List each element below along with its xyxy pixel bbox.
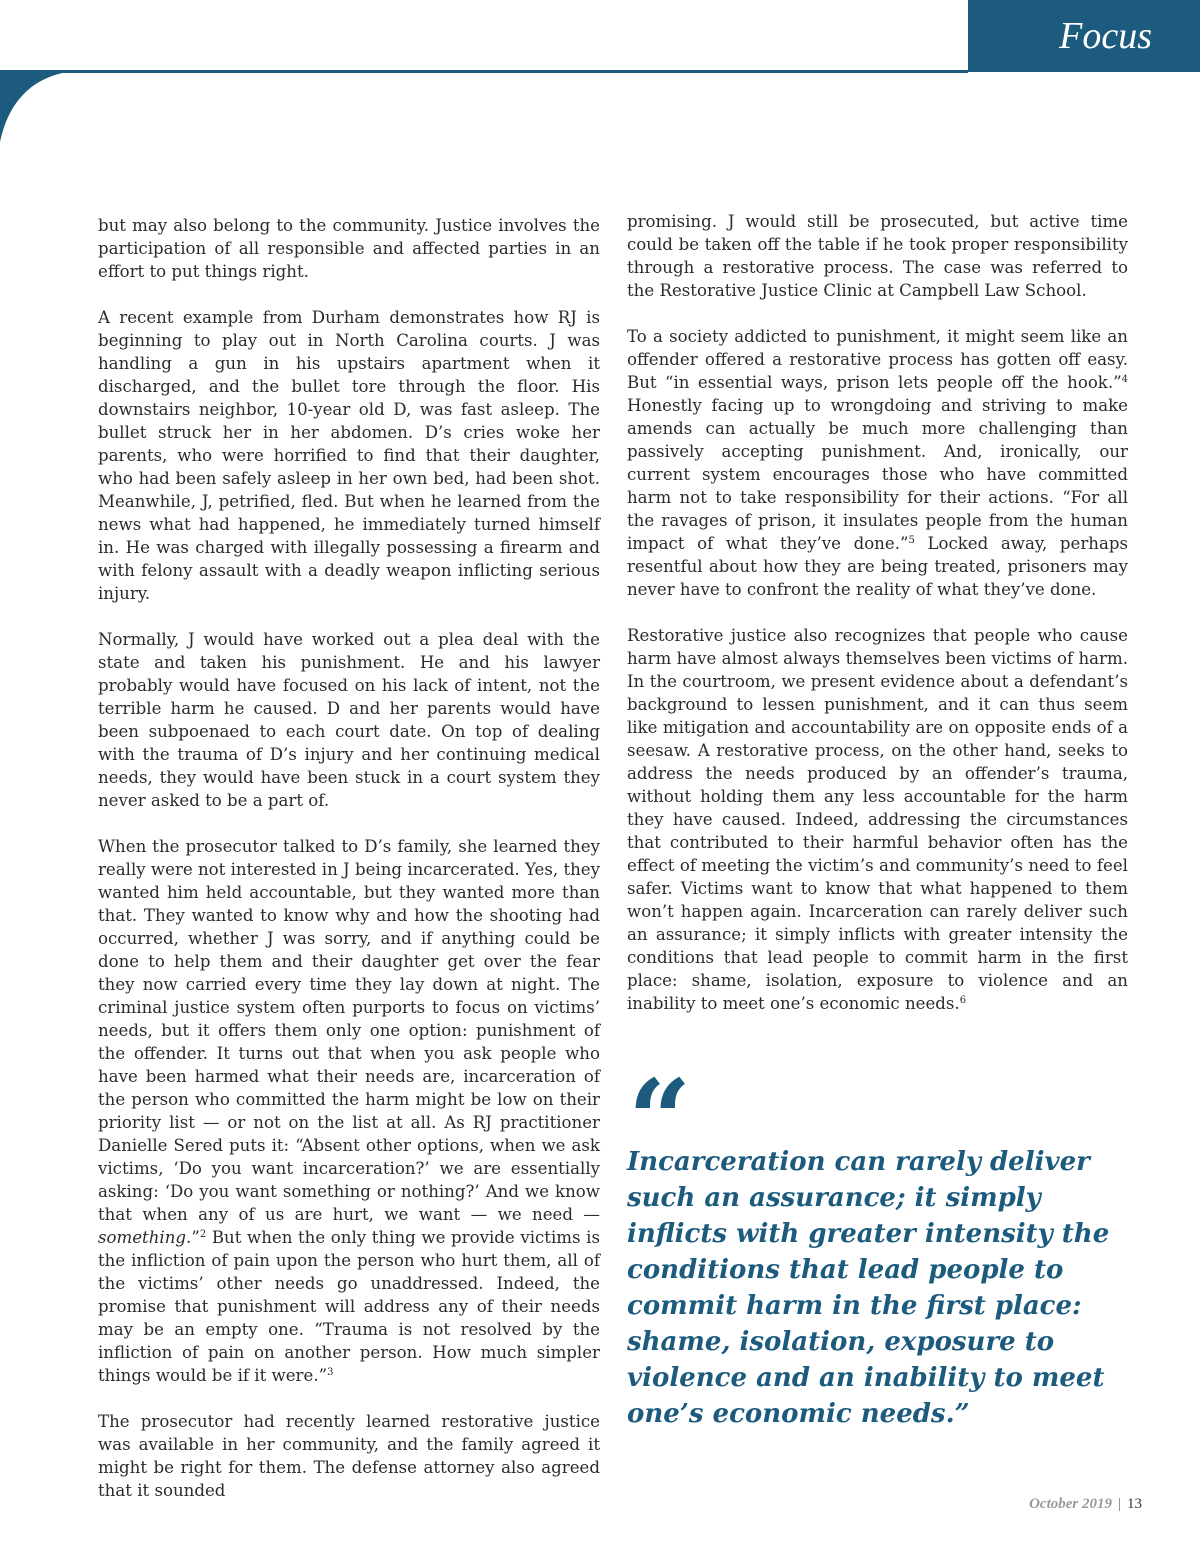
footnote-ref: 3 bbox=[327, 1367, 334, 1378]
paragraph bbox=[98, 835, 600, 1387]
issue-date: October 2019 bbox=[1029, 1496, 1112, 1512]
section-title: Focus bbox=[1059, 15, 1152, 57]
paragraph: but may also belong to the community. Justice involves the participation of all responsible and affected parties in an effort to put things right. bbox=[98, 216, 600, 281]
text-run: When the prosecutor talked to D’s family, she learned they really were not interested in J being incarcerated. Yes, they wanted him held accountable, but they wanted more than that. They wanted to know why and how the shooting had occurred, whether J was sorry, and if anything could be done to help them and their daughter get over the fear they now carried every time they lay down at night. The criminal justice system often purports to focus on victims’ needs, but it offers them only one option: punishment of the offender. It turns out that when you ask people who have been harmed what their needs are, incarceration of the person who committed the harm might be low on their priority list — or not on the list at all. As RJ practitioner Danielle Sered puts it: “Absent other options, when we ask victims, ‘Do you want incarceration?’ we are essentially asking: ‘Do you want something or nothing?’ And we know that when any of us are hurt, we want — we need — bbox=[98, 837, 600, 1224]
pull-quote: Incarceration can rarely deliver such an assurance; it simply inflicts with greater intensity the conditions that lead people to commit harm in the first place: shame, isolation, exposure to violence and an inability to meet one’s economic needs.” bbox=[627, 1147, 1110, 1429]
text-run: To a society addicted to punishment, it might seem like an offender offered a restorative process has gotten off easy. But “in essential ways, prison lets people off the hook.” bbox=[627, 327, 1128, 392]
footnote-ref: 5 bbox=[908, 535, 915, 546]
quote-mark-icon: “ bbox=[628, 1055, 692, 1184]
paragraph bbox=[627, 624, 1128, 1015]
page-number: 13 bbox=[1127, 1496, 1142, 1512]
paragraph: promising. J would still be prosecuted, but active time could be taken off the table if he took proper responsibility through a restorative process. The case was referred to the Restorative Justice Clinic at Campbell Law School. bbox=[627, 212, 1128, 300]
article-column-left bbox=[98, 214, 600, 1502]
footnote-ref: 4 bbox=[1121, 374, 1128, 385]
article-column-right bbox=[627, 210, 1128, 1015]
footnote-ref: 6 bbox=[959, 995, 967, 1006]
paragraph: Normally, J would have worked out a plea deal with the state and taken his punishment. He and his lawyer probably would have focused on his lack of intent, not the terrible harm he caused. D and her parents would have been subpoenaed to each court date. On top of dealing with the trauma of D’s injury and her continuing medical needs, they would have been stuck in a court system they never asked to be a part of. bbox=[98, 630, 600, 810]
text-run: Locked away, perhaps resentful about how they are being treated, prisoners may never have to confront the reality of what they’ve done. bbox=[627, 534, 1128, 599]
emphasis: something bbox=[98, 1228, 187, 1247]
text-run: But when the only thing we provide victims is the infliction of pain upon the person who hurt them, all of the victims’ other needs go unaddressed. Indeed, the promise that punishment will address any of their needs may be an empty one. “Trauma is not resolved by the infliction of pain on another person. How much simpler things would be if it were.” bbox=[98, 1228, 600, 1385]
footer-separator: | bbox=[1117, 1496, 1121, 1512]
paragraph bbox=[627, 325, 1128, 601]
section-tab bbox=[968, 0, 1200, 72]
page-footer bbox=[1029, 1496, 1142, 1513]
text-run: Honestly facing up to wrongdoing and striving to make amends can actually be much more challenging than passively accepting punishment. And, ironically, our current system encourages those who have committed harm not to take responsibility for their actions. “For all the ravages of prison, it insulates people from the human impact of what they’ve done.” bbox=[627, 396, 1128, 553]
corner-swoosh-decoration bbox=[0, 72, 72, 144]
text-run: .” bbox=[186, 1228, 200, 1247]
text-run: Restorative justice also recognizes that people who cause harm have almost always themselves been victims of harm. In the courtroom, we present evidence about a defendant’s background to lessen punishment, and it can thus seem like mitigation and accountability are on opposite ends of a seesaw. A restorative process, on the other hand, seeks to address the needs produced by an offender’s trauma, without holding them any less accountable for the harm they have caused. Indeed, addressing the circumstances that contributed to their harmful behavior often has the effect of meeting the victim’s and community’s need to feel safer. Victims want to know that what happened to them won’t happen again. Incarceration can rarely deliver such an assurance; it simply inflicts with greater intensity the conditions that lead people to commit harm in the first place: shame, isolation, exposure to violence and an inability to meet one’s economic needs. bbox=[627, 626, 1128, 1013]
paragraph: The prosecutor had recently learned restorative justice was available in her community, and the family agreed it might be right for them. The defense attorney also agreed that it sounded bbox=[98, 1412, 600, 1500]
footnote-ref: 2 bbox=[199, 1229, 207, 1240]
header-rule bbox=[0, 70, 968, 73]
paragraph: A recent example from Durham demonstrates how RJ is beginning to play out in North Carolina courts. J was handling a gun in his upstairs apartment when it discharged, and the bullet tore through the floor. His downstairs neighbor, 10-year old D, was fast asleep. The bullet struck her in her abdomen. D’s cries woke her parents, who were horrified to find that their daughter, who had been safely asleep in her own bed, had been shot. Meanwhile, J, petrified, fled. But when he learned from the news what had happened, he immediately turned himself in. He was charged with illegally possessing a firearm and with felony assault with a deadly weapon inflicting serious injury. bbox=[98, 308, 600, 603]
